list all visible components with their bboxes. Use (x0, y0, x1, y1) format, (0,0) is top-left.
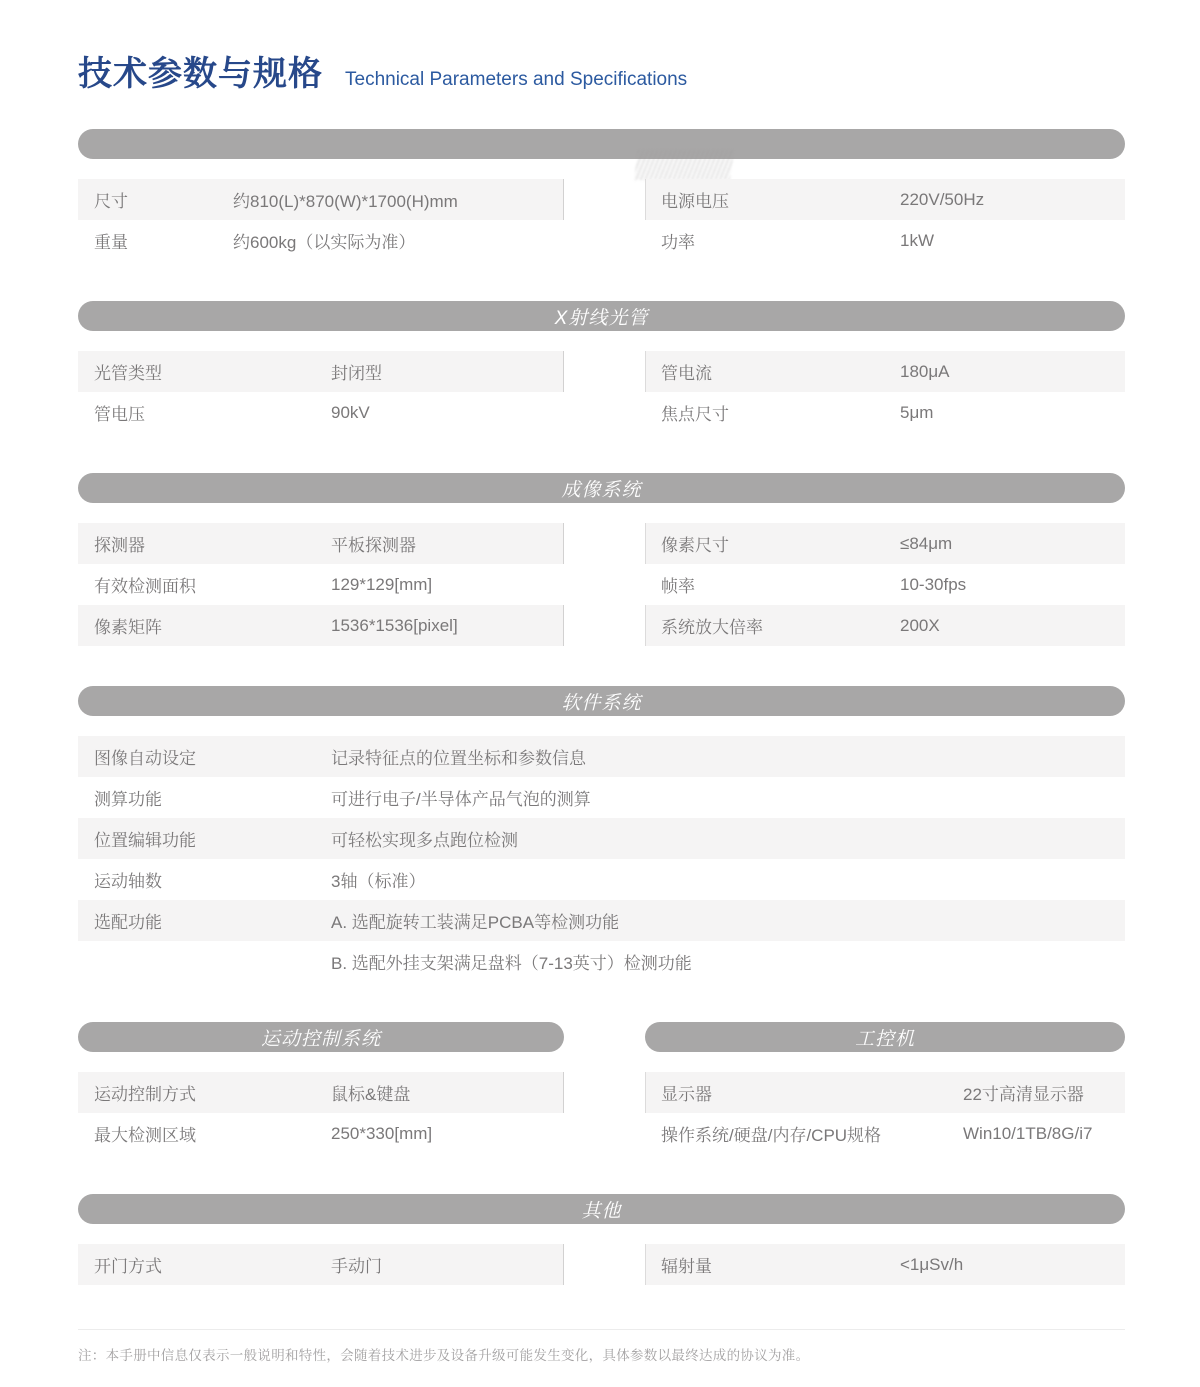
spec-value: 手动门 (331, 1257, 382, 1276)
spec-value: A. 选配旋转工装满足PCBA等检测功能 (331, 913, 620, 932)
section-header-bar (78, 1022, 564, 1052)
right-column (645, 1244, 1125, 1285)
spec-table (78, 351, 564, 433)
section-header-bar (78, 301, 1125, 331)
spec-label: 电源电压 (661, 192, 729, 211)
spec-table (645, 179, 1125, 261)
left-column (78, 1022, 564, 1154)
spec-label: 功率 (661, 233, 695, 252)
spec-label: 重量 (94, 233, 128, 252)
spec-label: 运动轴数 (94, 872, 162, 891)
spec-row (78, 564, 564, 605)
spec-value: 封闭型 (331, 364, 382, 383)
spec-value: 5μm (900, 402, 934, 422)
section-columns (78, 179, 1125, 261)
spec-value: 22寸高清显示器 (963, 1085, 1084, 1104)
spec-row (645, 392, 1125, 433)
section-header-label: 软件系统 (561, 692, 642, 714)
spec-label: 探测器 (94, 536, 145, 555)
spec-label: 像素尺寸 (661, 536, 729, 555)
spec-label: 尺寸 (94, 192, 128, 211)
spec-row (78, 859, 1125, 900)
page-footer (78, 1329, 1125, 1364)
spec-row (645, 564, 1125, 605)
spec-value: 1kW (900, 230, 934, 250)
right-column (645, 179, 1125, 261)
left-column (78, 523, 564, 646)
spec-label: 测算功能 (94, 790, 162, 809)
section-header-label: 运动控制系统 (260, 1028, 381, 1050)
spec-value: 200X (900, 615, 940, 635)
left-column (78, 179, 564, 261)
spec-value: 可进行电子/半导体产品气泡的测算 (331, 790, 591, 809)
spec-label: 辐射量 (661, 1257, 712, 1276)
right-column (645, 1022, 1125, 1154)
section-header-bar (78, 686, 1125, 716)
spec-value: B. 选配外挂支架满足盘料（7-13英寸）检测功能 (331, 954, 692, 973)
spec-value: 平板探测器 (331, 536, 416, 555)
section-columns (78, 523, 1125, 646)
spec-label: 有效检测面积 (94, 577, 196, 596)
spec-label: 最大检测区域 (94, 1126, 196, 1145)
section-header-label: 成像系统 (561, 479, 642, 501)
spec-table (78, 736, 1125, 982)
spec-label: 图像自动设定 (94, 749, 196, 768)
spec-label: 系统放大倍率 (661, 618, 763, 637)
section-header-label: X射线光管 (554, 307, 649, 329)
spec-table (78, 179, 564, 261)
spec-value: 约600kg（以实际为准） (233, 233, 416, 252)
spec-row (645, 523, 1125, 564)
spec-value: 10-30fps (900, 574, 967, 594)
section-header-bar (78, 473, 1125, 503)
spec-value: 220V/50Hz (900, 189, 985, 209)
spec-label: 运动控制方式 (94, 1085, 196, 1104)
section-imaging (78, 473, 1125, 646)
spec-row (78, 1244, 564, 1285)
section-overview (78, 129, 1125, 261)
spec-value: 180μA (900, 361, 950, 381)
right-column (645, 523, 1125, 646)
spec-value: 鼠标&键盘 (331, 1085, 411, 1104)
spec-row (645, 1113, 1125, 1154)
page-subtitle: Technical Parameters and Specifications (345, 69, 688, 90)
section-columns (78, 1244, 1125, 1285)
spec-label: 像素矩阵 (94, 618, 162, 637)
spec-label: 光管类型 (94, 364, 162, 383)
spec-row (78, 1072, 564, 1113)
left-column (78, 1244, 564, 1285)
section-motion_ipc (78, 1022, 1125, 1154)
spec-label: 管电流 (661, 364, 712, 383)
section-other (78, 1194, 1125, 1285)
spec-value: ≤84μm (900, 533, 953, 553)
left-column (78, 351, 564, 433)
spec-value: 1536*1536[pixel] (331, 615, 458, 635)
spec-row (645, 351, 1125, 392)
section-header-label: 其他 (581, 1200, 622, 1222)
spec-table (78, 1072, 564, 1154)
spec-value: 约810(L)*870(W)*1700(H)mm (233, 192, 458, 211)
section-header-bar (645, 1022, 1125, 1052)
section-columns (78, 351, 1125, 433)
section-header-bar (78, 129, 1125, 159)
spec-label: 管电压 (94, 405, 145, 424)
spec-row (78, 351, 564, 392)
spec-row (78, 220, 564, 261)
footer-note: 注：本手册中信息仅表示一般说明和特性，会随着技术进步及设备升级可能发生变化，具体参数以最终达成的协议为准。 (78, 1348, 810, 1363)
spec-label: 操作系统/硬盘/内存/CPU规格 (661, 1126, 882, 1145)
spec-value: <1μSv/h (900, 1254, 964, 1274)
spec-table (645, 351, 1125, 433)
spec-label: 位置编辑功能 (94, 831, 196, 850)
page-header (78, 46, 1125, 95)
spec-row (645, 179, 1125, 220)
spec-label: 焦点尺寸 (661, 405, 729, 424)
spec-label: 显示器 (661, 1085, 712, 1104)
section-header-bar (78, 1194, 1125, 1224)
spec-row (645, 220, 1125, 261)
spec-row (78, 818, 1125, 859)
spec-label: 开门方式 (94, 1257, 162, 1276)
spec-page (78, 0, 1125, 1364)
section-software (78, 686, 1125, 982)
spec-label: 帧率 (661, 577, 695, 596)
spec-row (78, 941, 1125, 982)
page-title: 技术参数与规格 (78, 55, 323, 93)
spec-value: 可轻松实现多点跑位检测 (331, 831, 518, 850)
spec-value: 250*330[mm] (331, 1123, 433, 1143)
spec-value: 129*129[mm] (331, 574, 433, 594)
spec-table (645, 1244, 1125, 1285)
section-header-label: 工控机 (854, 1028, 915, 1050)
spec-label: 选配功能 (94, 913, 162, 932)
section-columns (78, 1022, 1125, 1154)
spec-row (78, 900, 1125, 941)
spec-value: 90kV (331, 402, 370, 422)
spec-table (645, 523, 1125, 646)
spec-row (78, 179, 564, 220)
right-column (645, 351, 1125, 433)
spec-row (78, 736, 1125, 777)
spec-value: 记录特征点的位置坐标和参数信息 (331, 749, 586, 768)
spec-value: 3轴（标准） (331, 872, 426, 891)
spec-row (645, 605, 1125, 646)
spec-row (78, 605, 564, 646)
spec-table (645, 1072, 1125, 1154)
spec-value: Win10/1TB/8G/i7 (963, 1123, 1093, 1143)
spec-row (78, 392, 564, 433)
spec-table (78, 523, 564, 646)
spec-sections (78, 129, 1125, 1285)
spec-row (78, 777, 1125, 818)
spec-row (78, 1113, 564, 1154)
spec-row (78, 523, 564, 564)
section-xray_tube (78, 301, 1125, 433)
spec-table (78, 1244, 564, 1285)
spec-row (645, 1244, 1125, 1285)
spec-row (645, 1072, 1125, 1113)
